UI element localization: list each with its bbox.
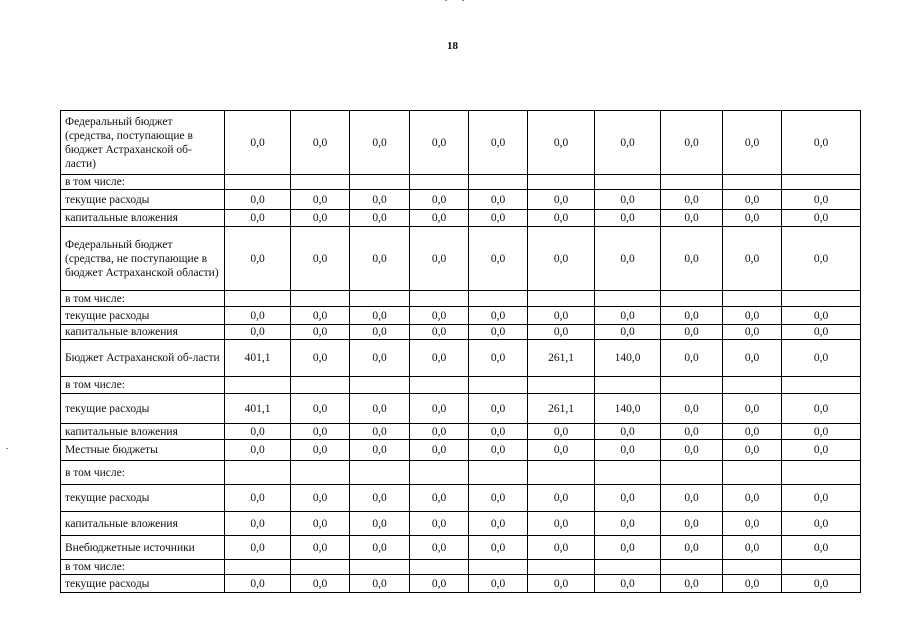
row-label: капитальные вложения [61,424,225,440]
value-cell: 0,0 [225,485,291,512]
value-cell: 0,0 [350,210,410,227]
value-cell: 0,0 [723,190,782,210]
value-cell: 0,0 [410,307,469,325]
value-cell [782,461,861,485]
row-label: текущие расходы [61,394,225,424]
value-cell: 0,0 [469,512,528,536]
value-cell [528,175,595,190]
value-cell: 0,0 [410,536,469,560]
row-label: в том числе: [61,461,225,485]
value-cell: 0,0 [723,111,782,175]
value-cell [410,560,469,575]
value-cell [595,291,661,307]
value-cell: 0,0 [661,440,723,461]
table-row [61,175,861,190]
value-cell: 0,0 [528,575,595,593]
value-cell: 140,0 [595,394,661,424]
value-cell: 0,0 [225,440,291,461]
scan-speck [462,0,464,1]
value-cell: 0,0 [595,536,661,560]
value-cell: 0,0 [528,536,595,560]
row-label: Бюджет Астраханской об-ласти [61,340,225,377]
value-cell: 0,0 [595,575,661,593]
value-cell: 0,0 [410,111,469,175]
value-cell: 0,0 [291,536,350,560]
value-cell [782,291,861,307]
value-cell: 0,0 [350,190,410,210]
value-cell [528,377,595,394]
value-cell [661,377,723,394]
value-cell: 0,0 [350,394,410,424]
value-cell [595,175,661,190]
value-cell [291,377,350,394]
row-label: Внебюджетные источники [61,536,225,560]
table-row [61,461,861,485]
value-cell: 0,0 [723,575,782,593]
value-cell: 0,0 [225,210,291,227]
value-cell: 0,0 [528,307,595,325]
table-row [61,291,861,307]
value-cell [469,560,528,575]
value-cell: 0,0 [661,340,723,377]
row-label: текущие расходы [61,190,225,210]
value-cell: 261,1 [528,394,595,424]
value-cell: 0,0 [469,210,528,227]
value-cell [723,291,782,307]
value-cell: 0,0 [291,111,350,175]
table-row [61,512,861,536]
value-cell: 0,0 [410,512,469,536]
value-cell: 0,0 [291,424,350,440]
value-cell: 0,0 [291,485,350,512]
value-cell: 0,0 [225,536,291,560]
value-cell: 0,0 [350,325,410,340]
value-cell: 0,0 [350,440,410,461]
value-cell: 0,0 [782,394,861,424]
row-label: Федеральный бюджет (средства, не поступающие в бюджет Астраханской области) [61,227,225,291]
value-cell [723,560,782,575]
value-cell: 0,0 [469,307,528,325]
table-row [61,485,861,512]
row-label: в том числе: [61,560,225,575]
value-cell: 0,0 [410,440,469,461]
table-row [61,210,861,227]
value-cell: 0,0 [595,111,661,175]
value-cell: 0,0 [528,111,595,175]
value-cell: 0,0 [469,227,528,291]
value-cell: 0,0 [410,190,469,210]
value-cell: 0,0 [410,424,469,440]
row-label: текущие расходы [61,307,225,325]
value-cell: 0,0 [469,485,528,512]
value-cell: 0,0 [528,424,595,440]
row-label: в том числе: [61,291,225,307]
value-cell: 0,0 [225,190,291,210]
value-cell [528,461,595,485]
value-cell: 0,0 [410,325,469,340]
page-number: 18 [447,40,458,52]
row-label: Федеральный бюджет (средства, поступающие в бюджет Астраханской об-ласти) [61,111,225,175]
value-cell: 0,0 [291,340,350,377]
row-label: в том числе: [61,175,225,190]
value-cell: 0,0 [350,512,410,536]
table-row [61,307,861,325]
value-cell: 0,0 [291,190,350,210]
row-label: капитальные вложения [61,210,225,227]
row-label: текущие расходы [61,485,225,512]
row-label: текущие расходы [61,575,225,593]
value-cell: 0,0 [661,485,723,512]
value-cell [469,291,528,307]
value-cell [225,175,291,190]
value-cell: 0,0 [410,210,469,227]
value-cell [410,461,469,485]
value-cell: 0,0 [723,210,782,227]
value-cell: 0,0 [723,536,782,560]
value-cell: 0,0 [723,512,782,536]
value-cell: 0,0 [782,536,861,560]
value-cell: 0,0 [291,227,350,291]
value-cell: 0,0 [723,227,782,291]
value-cell: 0,0 [291,307,350,325]
value-cell: 0,0 [595,190,661,210]
value-cell [661,461,723,485]
value-cell: 0,0 [782,190,861,210]
value-cell [350,175,410,190]
value-cell: 0,0 [528,210,595,227]
value-cell: 401,1 [225,340,291,377]
table-row [61,394,861,424]
value-cell: 0,0 [661,536,723,560]
value-cell: 0,0 [469,190,528,210]
value-cell [350,560,410,575]
value-cell [410,291,469,307]
table-row [61,440,861,461]
value-cell: 0,0 [469,394,528,424]
value-cell: 0,0 [225,111,291,175]
value-cell [661,291,723,307]
scan-speck [6,448,8,449]
value-cell: 0,0 [469,111,528,175]
value-cell [661,175,723,190]
table-row [61,575,861,593]
table-row [61,190,861,210]
value-cell [469,175,528,190]
value-cell [782,175,861,190]
value-cell [595,560,661,575]
value-cell [528,560,595,575]
value-cell: 0,0 [782,325,861,340]
value-cell: 0,0 [410,394,469,424]
budget-table [60,110,861,593]
value-cell: 0,0 [291,210,350,227]
value-cell: 0,0 [782,440,861,461]
value-cell: 0,0 [782,210,861,227]
table-row [61,536,861,560]
value-cell: 0,0 [782,111,861,175]
value-cell: 0,0 [469,424,528,440]
value-cell [723,461,782,485]
value-cell: 0,0 [225,325,291,340]
value-cell: 0,0 [469,340,528,377]
value-cell [782,560,861,575]
table-row [61,227,861,291]
table-row [61,560,861,575]
value-cell: 0,0 [723,424,782,440]
value-cell: 0,0 [723,307,782,325]
value-cell: 0,0 [595,440,661,461]
value-cell [350,377,410,394]
value-cell: 0,0 [661,394,723,424]
value-cell [410,377,469,394]
value-cell: 0,0 [528,190,595,210]
value-cell [291,175,350,190]
value-cell: 0,0 [782,227,861,291]
value-cell: 0,0 [291,575,350,593]
value-cell [723,377,782,394]
value-cell: 0,0 [350,111,410,175]
value-cell [528,291,595,307]
value-cell: 0,0 [410,340,469,377]
value-cell: 0,0 [661,210,723,227]
value-cell [225,461,291,485]
value-cell: 0,0 [291,440,350,461]
value-cell: 0,0 [595,325,661,340]
value-cell [595,377,661,394]
value-cell: 0,0 [782,424,861,440]
value-cell [723,175,782,190]
row-label: Местные бюджеты [61,440,225,461]
value-cell [225,291,291,307]
row-label: капитальные вложения [61,325,225,340]
value-cell: 0,0 [469,325,528,340]
value-cell: 0,0 [528,485,595,512]
value-cell: 140,0 [595,340,661,377]
value-cell: 0,0 [528,227,595,291]
value-cell: 0,0 [782,485,861,512]
value-cell: 0,0 [595,485,661,512]
value-cell: 0,0 [469,536,528,560]
value-cell: 0,0 [782,575,861,593]
value-cell: 0,0 [410,485,469,512]
value-cell: 0,0 [595,210,661,227]
value-cell: 0,0 [661,111,723,175]
value-cell: 0,0 [661,190,723,210]
value-cell: 0,0 [225,307,291,325]
value-cell: 0,0 [528,512,595,536]
row-label: капитальные вложения [61,512,225,536]
value-cell [350,291,410,307]
value-cell: 0,0 [782,340,861,377]
value-cell [661,560,723,575]
value-cell: 0,0 [661,227,723,291]
value-cell: 0,0 [595,227,661,291]
value-cell: 0,0 [661,424,723,440]
value-cell: 0,0 [723,440,782,461]
value-cell: 0,0 [595,512,661,536]
value-cell: 0,0 [350,424,410,440]
value-cell: 401,1 [225,394,291,424]
scan-speck [445,0,447,1]
value-cell: 0,0 [723,394,782,424]
value-cell: 0,0 [350,575,410,593]
table-row [61,111,861,175]
value-cell: 0,0 [661,575,723,593]
value-cell [291,461,350,485]
value-cell: 0,0 [350,485,410,512]
value-cell: 0,0 [225,227,291,291]
value-cell: 0,0 [410,227,469,291]
table-row [61,325,861,340]
value-cell: 0,0 [723,485,782,512]
value-cell: 0,0 [595,424,661,440]
value-cell: 0,0 [723,325,782,340]
value-cell [410,175,469,190]
value-cell: 0,0 [661,307,723,325]
value-cell: 0,0 [350,536,410,560]
value-cell: 0,0 [661,512,723,536]
value-cell [350,461,410,485]
table-row [61,424,861,440]
value-cell [469,461,528,485]
value-cell: 0,0 [782,307,861,325]
value-cell: 0,0 [595,307,661,325]
value-cell [595,461,661,485]
value-cell: 0,0 [661,325,723,340]
value-cell: 0,0 [723,340,782,377]
value-cell [782,377,861,394]
value-cell [225,377,291,394]
value-cell: 0,0 [528,440,595,461]
value-cell: 0,0 [350,227,410,291]
value-cell: 0,0 [291,394,350,424]
value-cell [291,560,350,575]
value-cell [469,377,528,394]
row-label: в том числе: [61,377,225,394]
value-cell: 0,0 [291,325,350,340]
value-cell: 0,0 [469,440,528,461]
value-cell: 0,0 [528,325,595,340]
table-row [61,377,861,394]
value-cell: 0,0 [782,512,861,536]
value-cell [225,560,291,575]
value-cell: 0,0 [225,575,291,593]
value-cell: 0,0 [291,512,350,536]
value-cell: 0,0 [350,340,410,377]
table-row [61,340,861,377]
value-cell [291,291,350,307]
value-cell: 261,1 [528,340,595,377]
value-cell: 0,0 [225,512,291,536]
value-cell: 0,0 [469,575,528,593]
value-cell: 0,0 [225,424,291,440]
value-cell: 0,0 [350,307,410,325]
value-cell: 0,0 [410,575,469,593]
